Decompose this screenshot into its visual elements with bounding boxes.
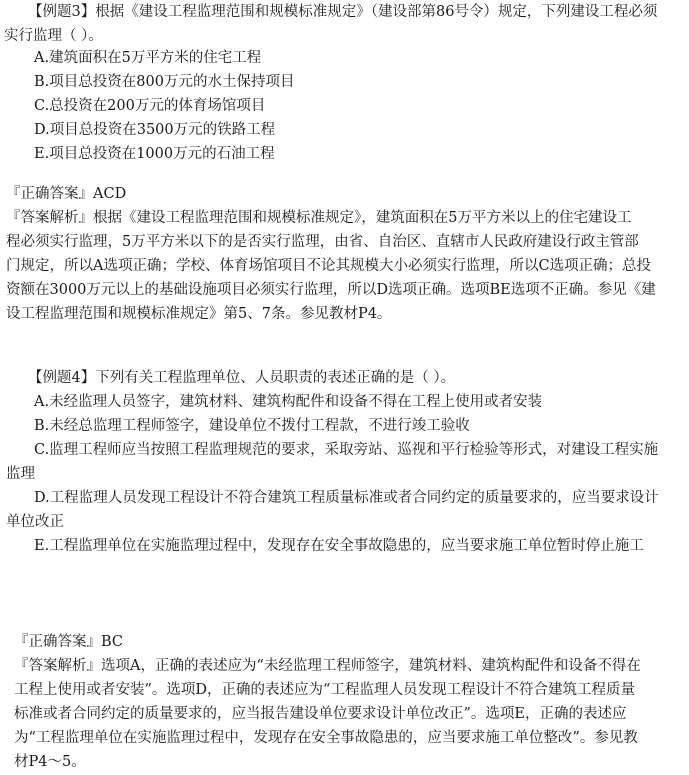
analysis-line: 『答案解析』选项A，正确的表述应为“未经监理工程师签字，建筑材料、建筑构配件和设备不得在 (14, 658, 641, 674)
correct-answer: 『正确答案』ACD (6, 186, 127, 202)
analysis-line: 门规定，所以A选项正确；学校、体育场馆项目不论其规模大小必须实行监理，所以C选项正确；总投 (6, 258, 652, 274)
analysis-line: 工程上使用或者安装”。选项D，正确的表述应为“工程监理人员发现工程设计不符合建筑工程质量 (14, 682, 635, 698)
example3-options (0, 46, 689, 166)
example3-question (0, 0, 689, 48)
analysis-line: 『答案解析』根据《建设工程监理范围和规模标准规定》，建筑面积在5万平方米以上的住宅建设工 (6, 210, 632, 226)
example4-analysis (0, 654, 689, 774)
option-a: A.未经监理人员签字，建筑材料、建筑构配件和设备不得在工程上使用或者安装 (34, 394, 543, 410)
question-line: 【例题4】下列有关工程监理单位、人员职责的表述正确的是（ ）。 (28, 370, 456, 386)
option-c: C.总投资在200万元的体育场馆项目 (34, 98, 266, 114)
analysis-line: 程必须实行监理，5万平方米以下的是否实行监理，由省、自治区、直辖市人民政府建设行政主管部 (6, 234, 639, 250)
example4-question (0, 366, 689, 390)
option-d: D.工程监理人员发现工程设计不符合建筑工程质量标准或者合同约定的质量要求的，应当要求设计 (34, 490, 659, 506)
example3-answer (0, 182, 689, 206)
example4-options (0, 390, 689, 558)
example3-analysis (0, 206, 689, 326)
correct-answer: 『正确答案』BC (14, 634, 124, 650)
option-e: E.工程监理单位在实施监理过程中，发现存在安全事故隐患的，应当要求施工单位暂时停止施工 (34, 538, 644, 554)
analysis-line: 为“工程监理单位在实施监理过程中，发现存在安全事故隐患的，应当要求施工单位整改”。参见教 (14, 730, 638, 746)
option-a: A.建筑面积在5万平方米的住宅工程 (34, 50, 262, 66)
option-b: B.项目总投资在800万元的水土保持项目 (34, 74, 295, 90)
option-c-continued: 监理 (6, 466, 35, 482)
option-d-continued: 单位改正 (6, 514, 64, 530)
question-line: 【例题3】根据《建设工程监理范围和规模标准规定》（建设部第86号令）规定，下列建设工程必须 (28, 4, 658, 20)
option-e: E.项目总投资在1000万元的石油工程 (34, 146, 275, 162)
option-c: C.监理工程师应当按照工程监理规范的要求，采取旁站、巡视和平行检验等形式，对建设工程实施 (34, 442, 659, 458)
analysis-line: 资额在3000万元以上的基础设施项目必须实行监理，所以D选项正确。选项BE选项不正确。参见《建 (6, 282, 656, 298)
option-d: D.项目总投资在3500万元的铁路工程 (34, 122, 276, 138)
analysis-line: 标准或者合同约定的质量要求的，应当报告建设单位要求设计单位改正”。选项E，正确的表述应 (14, 706, 627, 722)
analysis-line: 材P4～5。 (14, 754, 86, 770)
example4-answer (0, 630, 689, 654)
question-line: 实行监理（ ）。 (4, 28, 103, 44)
option-b: B.未经总监理工程师签字，建设单位不拨付工程款，不进行竣工验收 (34, 418, 470, 434)
analysis-line: 设工程监理范围和规模标准规定》第5、7条。参见教材P4。 (6, 306, 392, 322)
